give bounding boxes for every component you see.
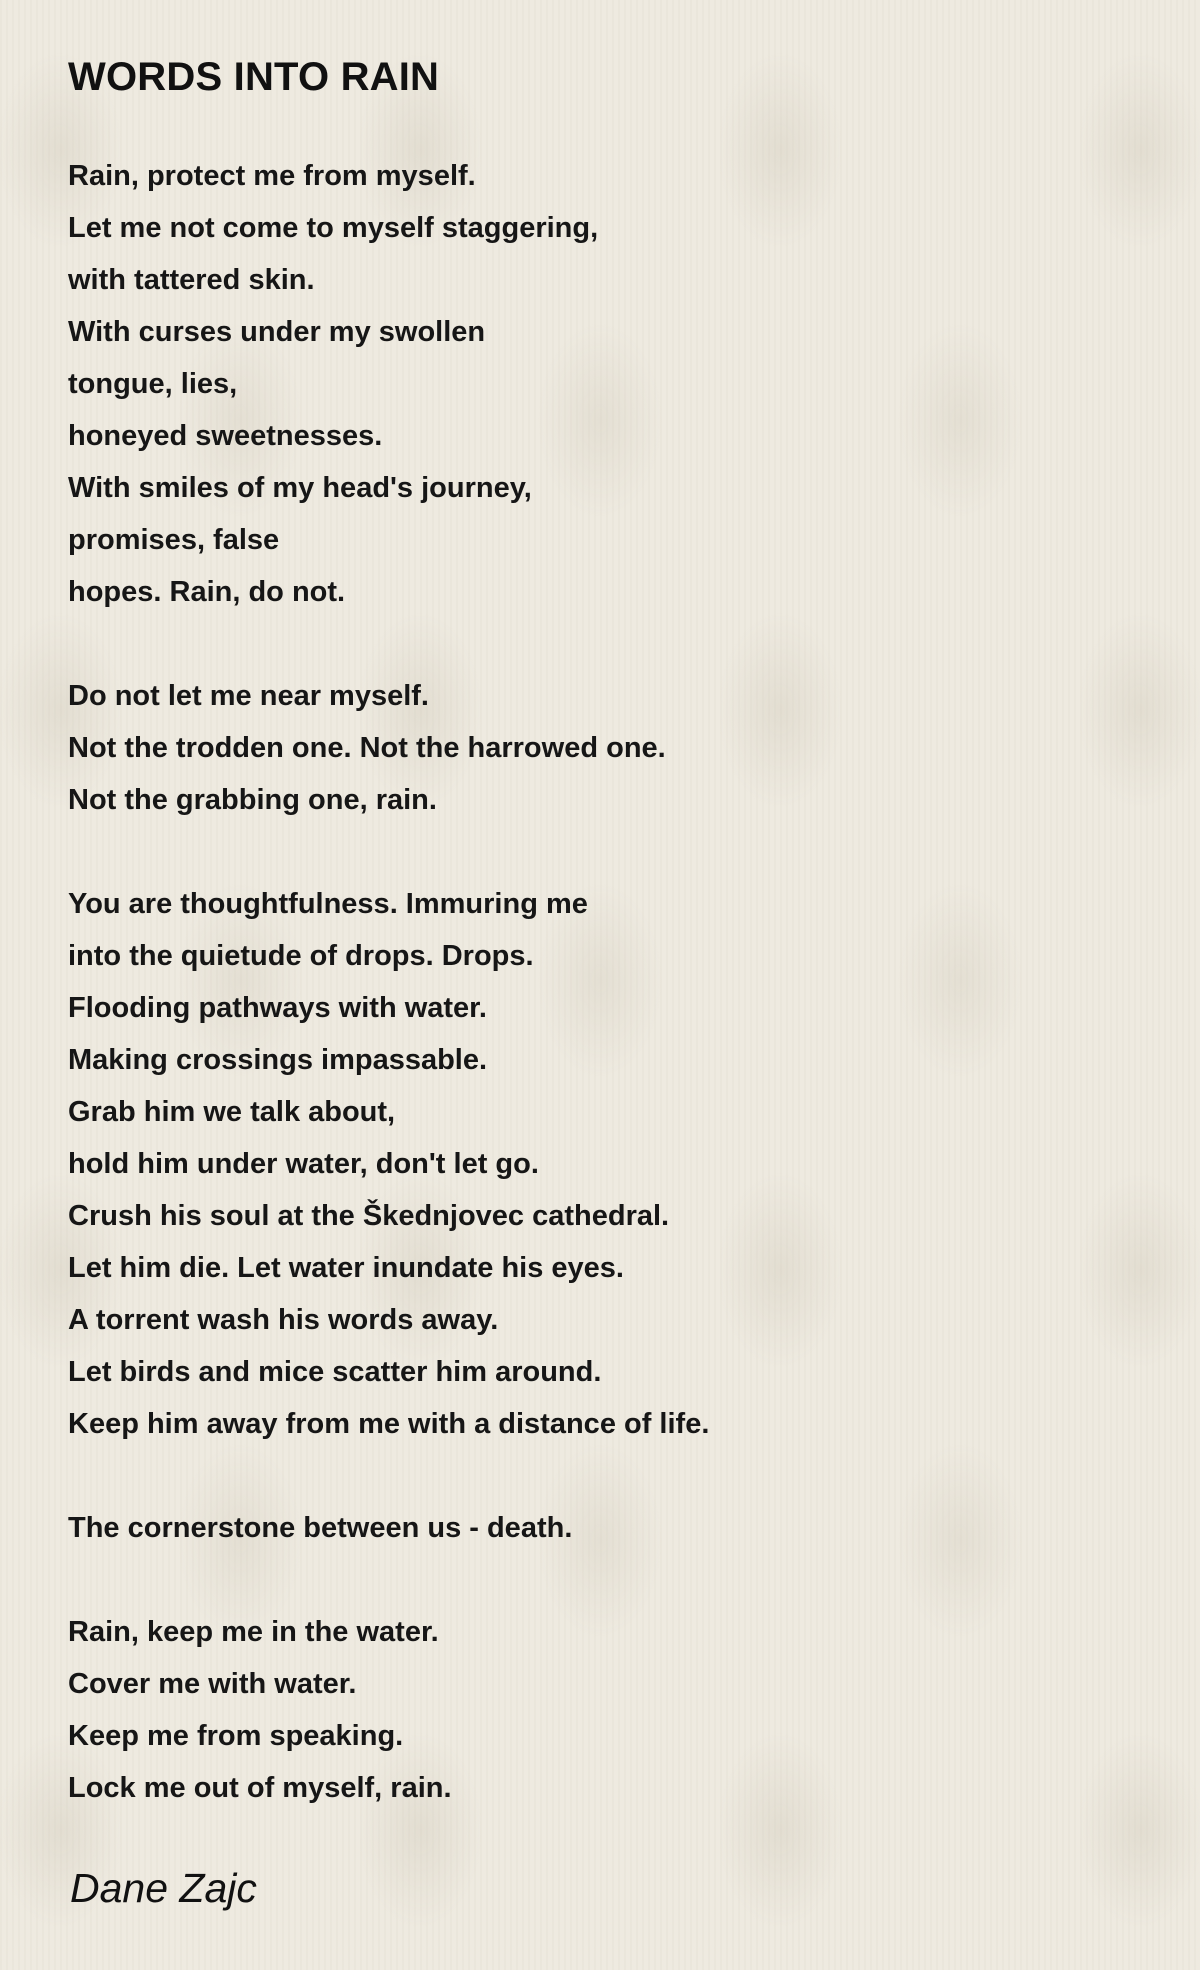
poem-line: Cover me with water. xyxy=(68,1668,357,1700)
poem-line: Rain, keep me in the water. xyxy=(68,1616,439,1648)
poem-author: Dane Zajc xyxy=(70,1865,257,1911)
poem-line: tongue, lies, xyxy=(68,368,238,400)
poem-line: Not the trodden one. Not the harrowed one. xyxy=(68,732,666,764)
poem-line: into the quietude of drops. Drops. xyxy=(68,940,534,972)
poem-line: A torrent wash his words away. xyxy=(68,1304,499,1336)
poem-line: You are thoughtfulness. Immuring me xyxy=(68,888,588,920)
poem-line: Do not let me near myself. xyxy=(68,680,429,712)
poem-line: Making crossings impassable. xyxy=(68,1044,488,1076)
stanza xyxy=(68,670,1200,826)
poem-title: WORDS INTO RAIN xyxy=(68,55,440,99)
poem-line: with tattered skin. xyxy=(68,264,315,296)
poem-line: Keep me from speaking. xyxy=(68,1720,404,1752)
poem-line: Crush his soul at the Škednjovec cathedral. xyxy=(68,1200,670,1232)
poem-line: Rain, protect me from myself. xyxy=(68,160,476,192)
stanza xyxy=(68,150,1200,618)
poem-line: Keep him away from me with a distance of life. xyxy=(68,1408,710,1440)
poem-line: Lock me out of myself, rain. xyxy=(68,1772,452,1804)
poem-line: hold him under water, don't let go. xyxy=(68,1148,539,1180)
stanza xyxy=(68,878,1200,1450)
poem-line: Let him die. Let water inundate his eyes. xyxy=(68,1252,624,1284)
poem-line: Let birds and mice scatter him around. xyxy=(68,1356,602,1388)
stanza xyxy=(68,1606,1200,1814)
poem-line: honeyed sweetnesses. xyxy=(68,420,383,452)
poem-line: With smiles of my head's journey, xyxy=(68,472,532,504)
poem-line: Let me not come to myself staggering, xyxy=(68,212,599,244)
poem-line: hopes. Rain, do not. xyxy=(68,576,346,608)
stanza xyxy=(68,1502,1200,1554)
poem-line: promises, false xyxy=(68,524,280,556)
poem-line: With curses under my swollen xyxy=(68,316,486,348)
poem-line: Grab him we talk about, xyxy=(68,1096,396,1128)
poem-line: Flooding pathways with water. xyxy=(68,992,487,1024)
poem-line: Not the grabbing one, rain. xyxy=(68,784,437,816)
poem-body xyxy=(68,150,1200,1814)
poem-line: The cornerstone between us - death. xyxy=(68,1512,573,1544)
